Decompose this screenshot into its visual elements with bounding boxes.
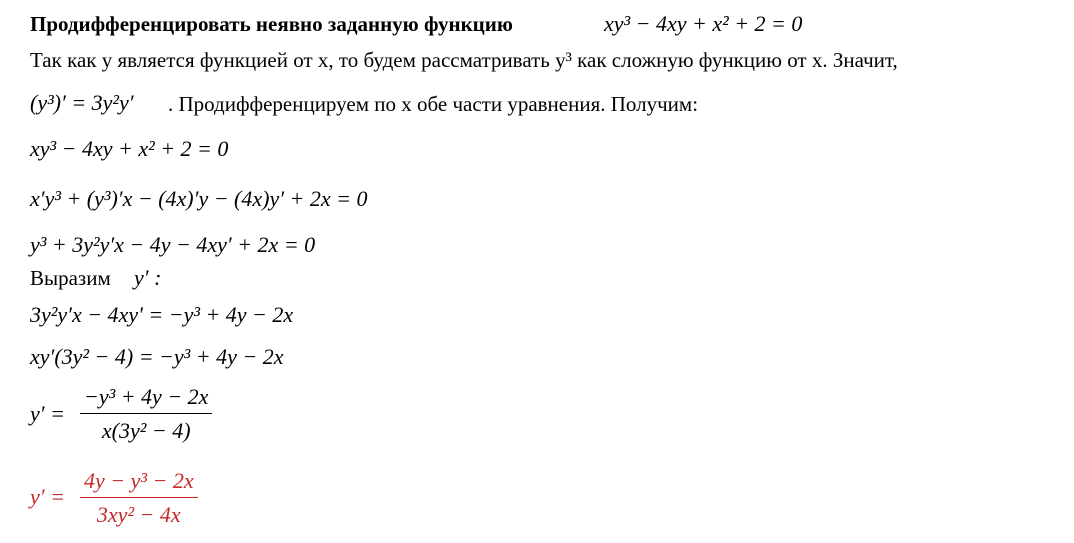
step-collect-terms-text: 3y²y′x − 4xy′ = −y³ + 4y − 2x bbox=[30, 302, 294, 327]
answer-denominator: 3xy² − 4x bbox=[96, 502, 181, 527]
step-differentiated bbox=[30, 186, 368, 212]
step-original-equation-text: xy³ − 4xy + x² + 2 = 0 bbox=[30, 136, 229, 161]
intro-text: Так как у является функцией от х, то будем рассматривать у³ как сложную функцию от х. Значит, bbox=[30, 48, 898, 72]
fraction1-bar bbox=[80, 413, 212, 414]
fraction1-numerator: −y³ + 4y − 2x bbox=[84, 384, 209, 409]
task-title-text: Продифференцировать неявно заданную функцию bbox=[30, 12, 513, 36]
step-original-equation bbox=[30, 136, 228, 162]
step-factor bbox=[30, 344, 283, 370]
rule-explanation bbox=[168, 92, 698, 116]
express-label-text: Выразим bbox=[30, 266, 111, 290]
express-variable bbox=[134, 265, 161, 291]
step-factor-text: xy′(3y² − 4) = −y³ + 4y − 2x bbox=[30, 344, 284, 369]
answer-bar bbox=[80, 497, 198, 498]
fraction1-lhs-text: y′ = bbox=[30, 401, 65, 426]
step-expanded bbox=[30, 232, 315, 258]
answer-numerator: 4y − y³ − 2x bbox=[84, 468, 194, 493]
step-expanded-text: y³ + 3y²y′x − 4y − 4xy′ + 2x = 0 bbox=[30, 232, 316, 257]
task-equation-text: xy³ − 4xy + x² + 2 = 0 bbox=[604, 11, 803, 36]
express-variable-text: y′ : bbox=[134, 265, 162, 290]
intro-paragraph bbox=[30, 48, 898, 72]
fraction1 bbox=[80, 383, 212, 445]
task-equation bbox=[604, 11, 802, 37]
chain-rule-formula bbox=[30, 90, 134, 116]
fraction1-denominator: x(3y² − 4) bbox=[101, 418, 191, 443]
express-label bbox=[30, 266, 111, 290]
answer-fraction bbox=[80, 467, 198, 529]
chain-rule-formula-text: (y³)′ = 3y²y′ bbox=[30, 90, 134, 115]
rule-explanation-text: . Продифференцируем по х обе части уравнения. Получим: bbox=[168, 92, 699, 116]
answer-lhs-text: y′ = bbox=[30, 484, 65, 509]
answer-lhs bbox=[30, 484, 65, 510]
fraction1-lhs bbox=[30, 401, 65, 427]
task-title bbox=[30, 12, 513, 36]
step-collect-terms bbox=[30, 302, 293, 328]
step-differentiated-text: x′y³ + (y³)′x − (4x)′y − (4x)y′ + 2x = 0 bbox=[30, 186, 368, 211]
